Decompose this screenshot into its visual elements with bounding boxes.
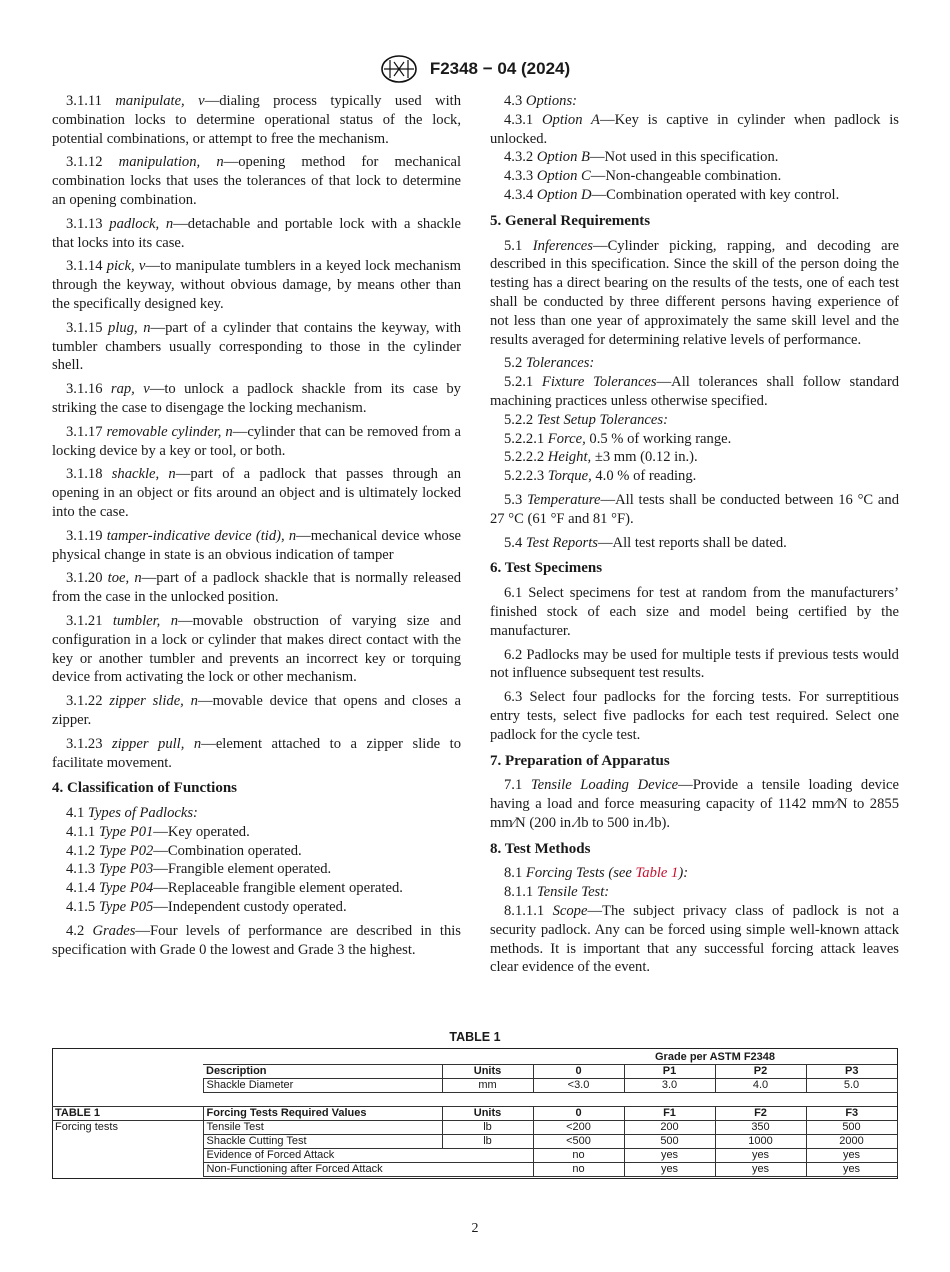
grades-table: [52, 1051, 898, 1177]
table-row: [52, 1121, 897, 1135]
para-3-1-22: 3.1.22 zipper slide, n—movable device that opens and closes a zipper.: [52, 693, 461, 728]
left-column: [52, 92, 461, 964]
table-cell: 4.0: [715, 1079, 806, 1093]
para-6-3: 6.3 Select four padlocks for the forcing tests. For surreptitious entry tests, select five padlocks for each test required. Select one padlock for the cycle test.: [490, 689, 899, 743]
table-cell: 1000: [715, 1135, 806, 1149]
para-3-1-18: 3.1.18 shackle, n—part of a padlock that passes through an opening in an object or fits around an object and is ultimately locked into the case.: [52, 466, 461, 520]
para-5-2-2-3: 5.2.2.3 Torque, 4.0 % of reading.: [504, 468, 697, 485]
table-cell: no: [533, 1149, 624, 1163]
para-3-1-11: 3.1.11 manipulate, v—dialing process typically used with combination locks to determine operational status of the lock, potential combinations, or attempt to free the mechanism.: [52, 93, 461, 147]
para-6-1: 6.1 Select specimens for test at random from the manufacturers’ finished stock of each size and model being certified by the manufacturer.: [490, 585, 899, 639]
para-5-2-1: 5.2.1 Fixture Tolerances—All tolerances shall follow standard machining practices unless otherwise specified.: [490, 374, 899, 409]
table-cell: Shackle Cutting Test: [203, 1135, 442, 1149]
table-cell: lb: [442, 1121, 533, 1135]
para-3-1-21: 3.1.21 tumbler, n—movable obstruction of varying size and configuration in a lock or cylinder that makes direct contact with the key or another tumbler and prevents an incorrect key or torquing device from activating the lock or other mechanism.: [52, 612, 462, 686]
para-3-1-15: 3.1.15 plug, n—part of a cylinder that contains the keyway, with tumbler chambers usually corresponding to those in the cylinder shell.: [52, 319, 462, 374]
col-header: P2: [715, 1065, 806, 1079]
para-3-1-16: 3.1.16 rap, v—to unlock a padlock shackle from its case by striking the case to disengage the locking mechanism.: [52, 381, 461, 416]
section-heading-6: 6. Test Specimens: [490, 560, 603, 577]
table-cell: <3.0: [533, 1079, 624, 1093]
para-5-2: 5.2 Tolerances:: [504, 355, 595, 372]
section-heading-5: 5. General Requirements: [490, 212, 651, 229]
para-3-1-13: 3.1.13 padlock, n—detachable and portable lock with a shackle that locks into its case.: [52, 215, 461, 251]
page-header: [0, 54, 950, 84]
para-4-1-4: 4.1.4 Type P04—Replaceable frangible element operated.: [66, 880, 403, 897]
para-3-1-17: 3.1.17 removable cylinder, n—cylinder that can be removed from a locking device by a key or tool, or both.: [52, 423, 461, 459]
col-header: Units: [442, 1065, 533, 1079]
grade-header: Grade per ASTM F2348: [654, 1051, 776, 1063]
para-3-1-12: 3.1.12 manipulation, n—opening method for mechanical combination locks that uses the tolerances of that lock to determine an opening combination.: [52, 154, 462, 208]
table-cell: yes: [715, 1149, 806, 1163]
para-4-3-4: 4.3.4 Option D—Combination operated with key control.: [504, 186, 840, 203]
table-cell: <200: [533, 1121, 624, 1135]
table-cell: lb: [442, 1135, 533, 1149]
page-number: 2: [471, 1221, 479, 1236]
col-header: 0: [533, 1065, 624, 1079]
table-cell: yes: [624, 1163, 715, 1177]
table-cell: 3.0: [624, 1079, 715, 1093]
para-8-1: 8.1 Forcing Tests (see Table 1):: [504, 865, 689, 882]
right-column: [490, 92, 899, 977]
section-heading-7: 7. Preparation of Apparatus: [490, 752, 670, 769]
col-header: F1: [624, 1107, 715, 1121]
table-cell: 500: [624, 1135, 715, 1149]
table-cell: <500: [533, 1135, 624, 1149]
table-cell: 5.0: [806, 1079, 897, 1093]
col-header: Forcing Tests Required Values: [203, 1107, 442, 1121]
para-4-1: 4.1 Types of Padlocks:: [66, 805, 198, 822]
table-cell: Tensile Test: [203, 1121, 442, 1135]
table-cell: 500: [806, 1121, 897, 1135]
col-header: F2: [715, 1107, 806, 1121]
para-5-2-2-1: 5.2.2.1 Force, 0.5 % of working range.: [504, 430, 732, 447]
para-4-3-2: 4.3.2 Option B—Not used in this specification.: [504, 149, 779, 166]
col-header: 0: [533, 1107, 624, 1121]
para-4-1-1: 4.1.1 Type P01—Key operated.: [66, 823, 250, 840]
table-label: TABLE 1: [52, 1107, 203, 1121]
para-3-1-20: 3.1.20 toe, n—part of a padlock shackle that is normally released from the case in the unlocked position.: [52, 570, 461, 606]
table-row: [52, 1163, 897, 1177]
para-7-1: 7.1 Tensile Loading Device—Provide a tensile loading device having a load and force measuring capacity of 1142 mm⁄N to 2855 mm⁄N (200 in.⁄lb to 500 in.⁄lb).: [490, 777, 899, 831]
table-cell: Evidence of Forced Attack: [203, 1149, 533, 1163]
table-row: [52, 1149, 897, 1163]
para-5-1: 5.1 Inferences—Cylinder picking, rapping, and decoding are described in this specification. Since the skill of the person doing the testing has a direct bearing on the results of the tests, one of each test shall be conducted by three different persons having experience of not less than one year of approximately the same skill level and the results averaged for determining relative levels of performance.: [490, 237, 899, 348]
table-1-link[interactable]: Table 1: [635, 865, 679, 882]
table-cell: Non-Functioning after Forced Attack: [203, 1163, 533, 1177]
para-3-1-19: 3.1.19 tamper-indicative device (tid), n—mechanical device whose physical change in state is an obvious indication of tamper: [52, 527, 461, 563]
table-cell: Shackle Diameter: [203, 1079, 442, 1093]
table-row: [52, 1079, 897, 1093]
table-cell: yes: [715, 1163, 806, 1177]
para-4-3-1: 4.3.1 Option A—Key is captive in cylinder when padlock is unlocked.: [490, 111, 899, 147]
para-3-1-23: 3.1.23 zipper pull, n—element attached to a zipper slide to facilitate movement.: [52, 735, 461, 771]
table-cell: 200: [624, 1121, 715, 1135]
para-4-1-3: 4.1.3 Type P03—Frangible element operated.: [66, 861, 332, 878]
para-5-3: 5.3 Temperature—All tests shall be conducted between 16 °C and 27 °C (61 °F and 81 °F).: [490, 491, 899, 527]
para-5-4: 5.4 Test Reports—All test reports shall be dated.: [504, 534, 787, 551]
table-cell: yes: [806, 1163, 897, 1177]
table-cell: mm: [442, 1079, 533, 1093]
table-spacer-row: [52, 1093, 897, 1107]
table-cell: yes: [806, 1149, 897, 1163]
group-label: Forcing tests: [52, 1121, 203, 1135]
table-cell: 2000: [806, 1135, 897, 1149]
table-row: [52, 1051, 897, 1065]
table-cell: 350: [715, 1121, 806, 1135]
para-6-2: 6.2 Padlocks may be used for multiple tests if previous tests would not influence subsequent test results.: [490, 646, 899, 682]
table-cell: no: [533, 1163, 624, 1177]
table-title: TABLE 1: [449, 1030, 501, 1044]
para-5-2-2-2: 5.2.2.2 Height, ±3 mm (0.12 in.).: [504, 449, 698, 466]
table-row: [52, 1065, 897, 1079]
para-8-1-1: 8.1.1 Tensile Test:: [504, 884, 610, 901]
para-8-1-1-1: 8.1.1.1 Scope—The subject privacy class of padlock is not a security padlock. Any can be forced using simple well-known attack methods. It is important that any successful forcing attack leaves clear evidence of the event.: [490, 903, 899, 976]
para-4-1-5: 4.1.5 Type P05—Independent custody operated.: [66, 899, 347, 916]
col-header: P1: [624, 1065, 715, 1079]
table-cell: yes: [624, 1149, 715, 1163]
para-5-2-2: 5.2.2 Test Setup Tolerances:: [504, 411, 668, 428]
para-4-1-2: 4.1.2 Type P02—Combination operated.: [66, 842, 302, 859]
col-header: Description: [203, 1065, 442, 1079]
col-header: P3: [806, 1065, 897, 1079]
col-header: F3: [806, 1107, 897, 1121]
astm-logo-icon: [380, 54, 418, 84]
section-heading-4: 4. Classification of Functions: [52, 780, 238, 797]
document-id: F2348 − 04 (2024): [429, 59, 571, 78]
para-3-1-14: 3.1.14 pick, v—to manipulate tumblers in a keyed lock mechanism through the keyway, without obvious damage, by means other than the specifically designed key.: [52, 258, 461, 312]
para-4-3-3: 4.3.3 Option C—Non-changeable combination.: [504, 168, 782, 185]
section-heading-8: 8. Test Methods: [490, 840, 591, 857]
para-4-2: 4.2 Grades—Four levels of performance are described in this specification with Grade 0 the lowest and Grade 3 the highest.: [52, 922, 461, 958]
col-header: Units: [442, 1107, 533, 1121]
table-row: [52, 1135, 897, 1149]
para-4-3: 4.3 Options:: [504, 93, 577, 109]
table-row: [52, 1107, 897, 1121]
